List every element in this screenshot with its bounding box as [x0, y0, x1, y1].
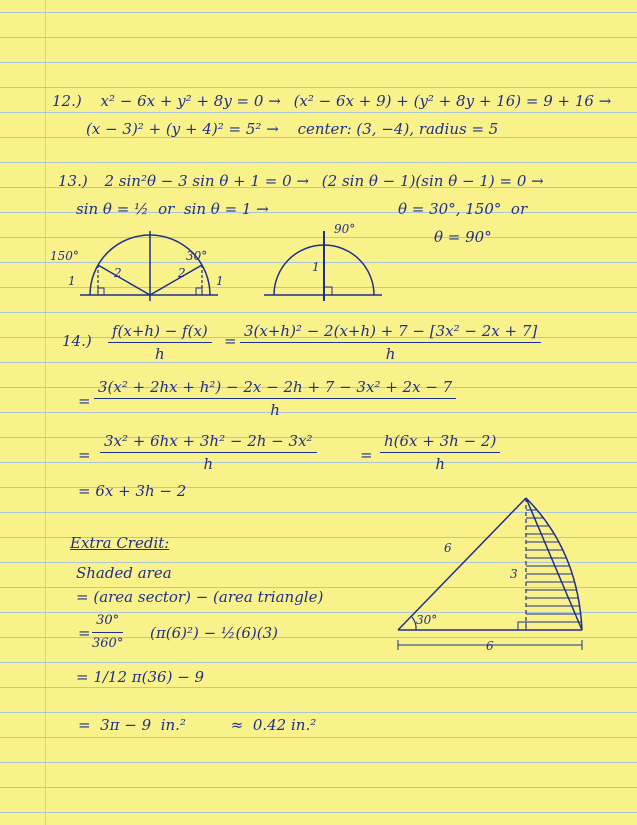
- extra-credit-title: Extra Credit:: [70, 534, 170, 552]
- problem-12-line1b: (x² − 6x + 9) + (y² + 8y + 16) = 9 + 16 →: [293, 92, 612, 110]
- p14-lhs-fraction: [108, 322, 212, 363]
- fig1-hyp-right: 2: [178, 266, 186, 280]
- problem-13-line2a: sin θ = ½ or sin θ = 1 →: [76, 200, 269, 218]
- extra-frac-den: 360°: [92, 636, 124, 651]
- p14-step2-den: h: [270, 401, 280, 419]
- fig2-leg: 1: [312, 260, 320, 274]
- p14-eq-3: =: [78, 446, 91, 464]
- problem-13-line1b: (2 sin θ − 1)(sin θ − 1) = 0 →: [321, 172, 544, 190]
- p14-lhs-den: h: [155, 345, 165, 363]
- triangle-sector-figure: [392, 490, 592, 660]
- problem-12: [52, 92, 611, 110]
- triangle-height-label: 3: [510, 567, 518, 581]
- extra-line3: = 1/12 π(36) − 9: [76, 668, 205, 686]
- problem-13-line3: θ = 90°: [434, 228, 492, 246]
- problem-13: [58, 172, 544, 190]
- triangle-angle-label: 30°: [416, 613, 438, 627]
- fig1-leg-right: 1: [216, 274, 224, 288]
- problem-14-number: 14.): [62, 332, 92, 350]
- p14-step3b-den: h: [435, 455, 445, 473]
- extra-line4: [78, 716, 316, 734]
- problem-13-line1a: 2 sin²θ − 3 sin θ + 1 = 0 →: [104, 172, 310, 190]
- problem-12-line2b: center: (3, −4), radius = 5: [297, 120, 499, 138]
- p14-rhs1-den: h: [385, 345, 396, 363]
- problem-13-row3: [434, 228, 492, 246]
- fig2-angle: 90°: [334, 222, 356, 236]
- triangle-base-label: 6: [486, 639, 494, 653]
- extra-shaded-label: Shaded area: [76, 564, 172, 582]
- problem-12-number: 12.): [52, 92, 82, 110]
- extra-line2-rest: (π(6)²) − ½(6)(3): [150, 624, 278, 642]
- unit-circle-figure-2: [258, 222, 388, 305]
- p14-eq-2: =: [78, 392, 91, 410]
- p14-step3a-fraction: [100, 432, 317, 473]
- problem-13-number: 13.): [58, 172, 88, 190]
- problem-13-line2b: θ = 30°, 150° or: [398, 200, 528, 218]
- p14-rhs1-fraction: [240, 322, 541, 363]
- p14-eq-4: =: [360, 446, 373, 464]
- p14-step3b-num: h(6x + 3h − 2): [380, 432, 500, 453]
- p14-eq-1: =: [224, 332, 237, 350]
- fig1-left-angle: 150°: [50, 249, 79, 263]
- p14-rhs1-num: 3(x+h)² − 2(x+h) + 7 − [3x² − 2x + 7]: [240, 322, 541, 343]
- fig1-leg-left: 1: [68, 274, 76, 288]
- p14-step2-fraction: [94, 378, 456, 419]
- extra-frac-num: 30°: [92, 612, 123, 633]
- p14-result: = 6x + 3h − 2: [78, 482, 187, 500]
- p14-step3a-den: h: [203, 455, 214, 473]
- extra-eq-1: =: [78, 624, 91, 642]
- problem-12-line1a: x² − 6x + y² + 8y = 0 →: [100, 92, 281, 110]
- fig1-right-angle: 30°: [186, 249, 208, 263]
- triangle-hyp-label: 6: [444, 541, 452, 555]
- extra-fraction: [92, 612, 123, 653]
- extra-line4b: ≈ 0.42 in.²: [230, 716, 317, 734]
- shaded-hatching: [526, 510, 582, 622]
- p14-step2-num: 3(x² + 2hx + h²) − 2x − 2h + 7 − 3x² + 2x − 7: [94, 378, 456, 399]
- unit-circle-figure-1: [50, 225, 224, 305]
- extra-line1: = (area sector) − (area triangle): [76, 588, 324, 606]
- problem-13-row2: [76, 200, 269, 218]
- fig1-hyp-left: 2: [114, 266, 122, 280]
- problem-12-line2a: (x − 3)² + (y + 4)² = 5² →: [86, 120, 279, 138]
- problem-12-row2: [86, 120, 498, 138]
- margin-line: [45, 0, 46, 825]
- extra-line4a: = 3π − 9 in.²: [78, 716, 186, 734]
- problem-13-row2b: [398, 200, 527, 218]
- p14-lhs-num: f(x+h) − f(x): [108, 322, 212, 343]
- p14-step3a-num: 3x² + 6hx + 3h² − 2h − 3x²: [100, 432, 317, 453]
- p14-step3b-fraction: [380, 432, 500, 473]
